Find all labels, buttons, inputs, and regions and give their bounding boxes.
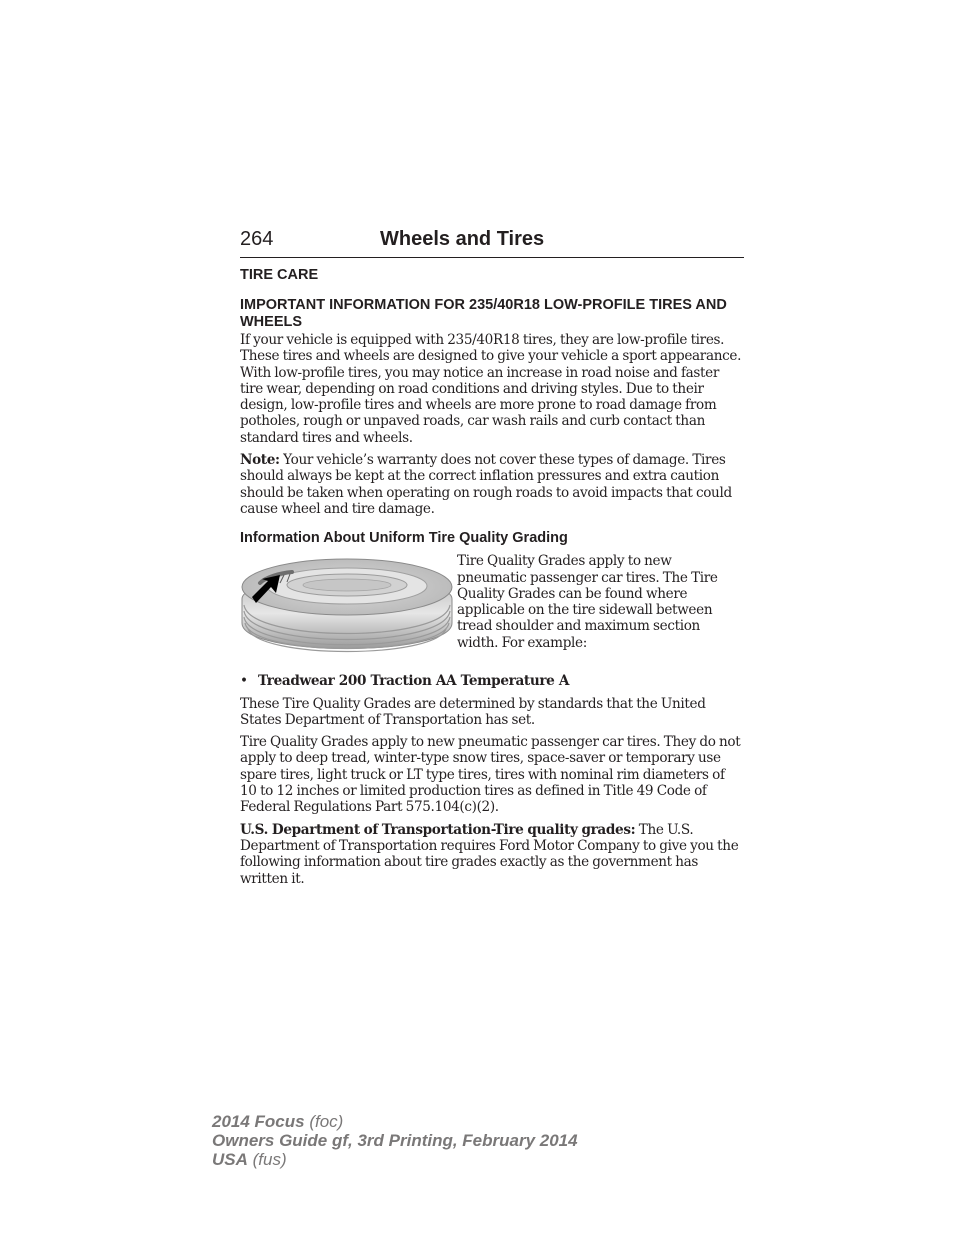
footer-model: 2014 Focus	[212, 1112, 305, 1131]
tire-illustration	[240, 553, 457, 665]
standards-paragraph: These Tire Quality Grades are determined by standards that the United States Department of Transportation has set.	[240, 695, 706, 728]
bullet-dot: •	[240, 673, 248, 690]
dot-text: The U.S. Department of Transportation requires Ford Motor Company to give you the following information about tire grades exactly as the government has written it.	[240, 821, 739, 887]
footer-guide: Owners Guide gf, 3rd Printing, February 2014	[212, 1131, 578, 1150]
footer-region-line	[212, 1150, 578, 1169]
footer-model-line	[212, 1112, 578, 1131]
subsection-title: IMPORTANT INFORMATION FOR 235/40R18 LOW-PROFILE TIRES AND WHEELS	[240, 297, 727, 330]
dot-label: U.S. Department of Transportation-Tire quality grades:	[240, 821, 636, 838]
footer-model-code: (foc)	[304, 1112, 344, 1131]
footer-region-code: (fus)	[247, 1150, 287, 1169]
bullet-text: Treadwear 200 Traction AA Temperature A	[258, 673, 570, 690]
page-number: 264	[240, 228, 274, 250]
section-title: TIRE CARE	[240, 267, 319, 283]
figure-description: Tire Quality Grades apply to new pneumatic passenger car tires. The Tire Quality Grades can be found where applicable on the tire sidewall between tread shoulder and maximum section width. For example:	[457, 553, 718, 651]
note-paragraph	[240, 452, 744, 517]
uniform-grading-heading: Information About Uniform Tire Quality Grading	[240, 530, 568, 547]
footer-region: USA	[212, 1150, 248, 1169]
page-title: Wheels and Tires	[380, 228, 545, 250]
page-header	[240, 228, 744, 258]
applicability-paragraph: Tire Quality Grades apply to new pneumatic passenger car tires. They do not apply to deep tread, winter-type snow tires, space-saver or temporary use spare tires, light truck or LT type tires, tires with nominal rim diameters of 10 to 12 inches or limited production tires as defined in Title 49 Code of Federal Regulations Part 575.104(c)(2).	[240, 734, 741, 816]
example-bullet	[240, 673, 744, 689]
note-label: Note:	[240, 452, 280, 469]
low-profile-paragraph: If your vehicle is equipped with 235/40R18 tires, they are low-profile tires. These tires and wheels are designed to give your vehicle a sport appearance. With low-profile tires, you may notice an increase in road noise and faster tire wear, depending on road conditions and driving styles. Due to their design, low-profile tires and wheels are more prone to road damage from potholes, rough or unpaved roads, car wash rails and curb contact than standard tires and wheels.	[240, 332, 742, 446]
tire-figure-row	[240, 553, 744, 665]
note-text: Your vehicle’s warranty does not cover these types of damage. Tires should always be kept at the correct inflation pressures and extra caution should be taken when operating on rough roads to avoid impacts that could cause wheel and tire damage.	[240, 452, 732, 517]
page-footer	[212, 1112, 578, 1169]
page-content	[240, 228, 744, 887]
dot-paragraph	[240, 822, 744, 887]
